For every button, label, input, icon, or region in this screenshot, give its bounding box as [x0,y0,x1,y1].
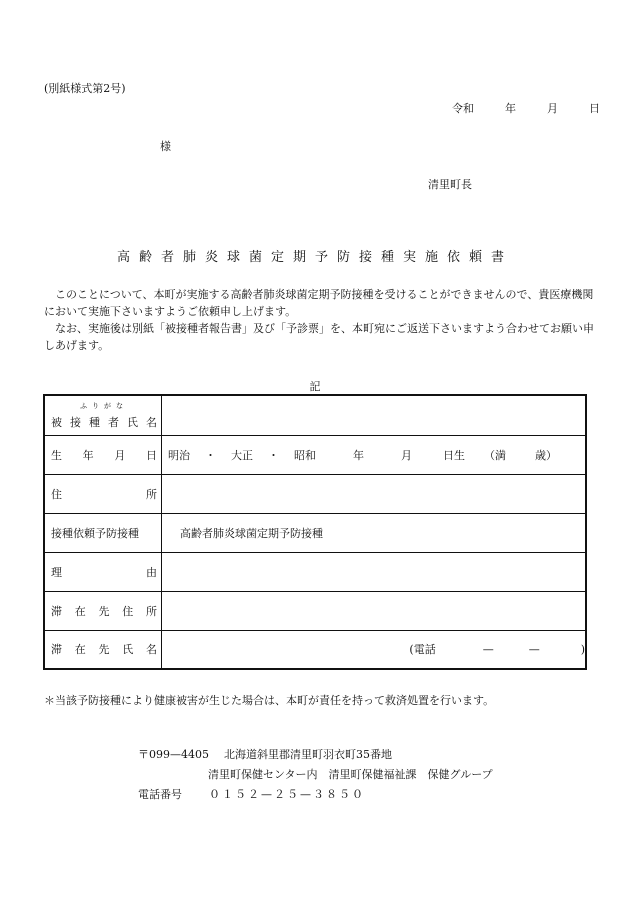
birthdate-field[interactable] [162,435,587,474]
furigana-label: ふりがな [80,401,128,410]
table-row [44,513,586,552]
row-label-name [44,395,162,435]
table-row [44,395,586,435]
date-month: 月 [547,102,558,115]
table-row [44,474,586,513]
row-label-address: 住所 [44,474,162,513]
table-row [44,630,586,669]
tel-dash: — [482,643,494,657]
age-open: （満 [484,448,506,462]
birth-year: 年 [353,448,364,462]
row-label-vaccination: 接種依頼予防接種 [44,513,162,552]
compensation-note: ＊当該予防接種により健康被害が生じた場合は、本町が責任を持って救済処置を行います。 [44,694,495,707]
body-text [44,286,594,354]
era-showa: 昭和 [294,448,316,462]
name-label: 被接種者氏名 [51,415,157,429]
birth-month: 月 [401,448,412,462]
stay-name-field[interactable] [162,630,587,669]
reason-field[interactable] [162,552,587,591]
tel-dash: — [528,643,540,657]
table-row [44,552,586,591]
phone-number: ０１５２—２５—３８５０ [209,788,365,801]
age-close: 歳） [535,448,557,462]
date-year: 年 [505,102,516,115]
date-day: 日 [589,102,600,115]
contact-address: 北海道斜里郡清里町羽衣町35番地 [224,748,392,761]
postal-code: 〒099—4405 [138,748,209,761]
tel-close: ) [580,643,585,657]
document-title: 高齢者肺炎球菌定期予防接種実施依頼書 [116,250,513,265]
ki-heading: 記 [309,380,321,393]
table-row [44,591,586,630]
birth-day: 日生 [443,448,465,462]
era-separator: ・ [268,448,279,462]
stay-address-field[interactable] [162,591,587,630]
addressee-suffix: 様 [160,140,171,153]
era-taisho: 大正 [231,448,253,462]
row-label-stay-address: 滞在先住所 [44,591,162,630]
date-era: 令和 [452,102,474,115]
body-paragraph-2: なお、実施後は別紙「被接種者報告書」及び「予診票」を、本町宛にご返送下さいますよう合わせてお願い申しあげます。 [44,322,594,352]
form-number: (別紙様式第2号) [44,82,126,95]
row-label-stay-name: 滞在先氏名 [44,630,162,669]
table-row [44,435,586,474]
era-meiji: 明治 [168,448,190,462]
era-separator: ・ [205,448,216,462]
row-label-birthdate: 生年月日 [44,435,162,474]
tel-open: (電話 [409,643,436,657]
address-field[interactable] [162,474,587,513]
request-form-table [43,394,587,670]
phone-label: 電話番号 [138,788,182,801]
row-label-reason: 理由 [44,552,162,591]
contact-department: 清里町保健センター内 清里町保健福祉課 保健グループ [208,768,493,781]
date-line [452,100,600,116]
vaccination-value: 高齢者肺炎球菌定期予防接種 [162,513,587,552]
body-paragraph-1: このことについて、本町が実施する高齢者肺炎球菌定期予防接種を受けることができませんので、貴医療機関において実施下さいますようご依頼申し上げます。 [44,288,594,318]
contact-phone-line [138,786,365,802]
contact-address-line [138,746,392,762]
name-field[interactable] [162,395,587,435]
sender: 清里町長 [428,178,472,191]
